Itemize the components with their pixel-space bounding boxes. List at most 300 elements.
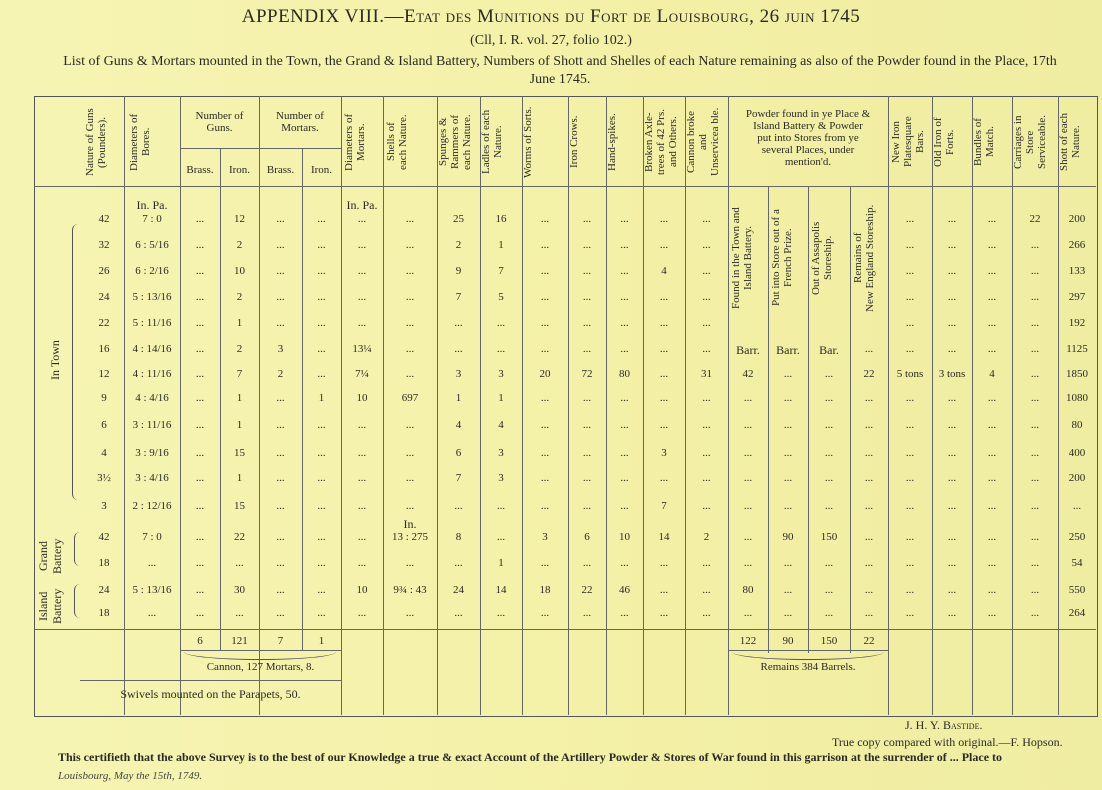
table-cell: ... bbox=[947, 392, 957, 404]
table-cell: ... bbox=[864, 500, 874, 512]
table-cell: 5 : 11/16 bbox=[132, 317, 172, 329]
table-cell: 2 bbox=[455, 239, 462, 251]
table-cell: ... bbox=[276, 472, 285, 484]
table-cell: ... bbox=[659, 557, 669, 569]
column-rule bbox=[480, 96, 481, 715]
table-cell: ... bbox=[1030, 584, 1040, 596]
table-cell: ... bbox=[195, 343, 205, 355]
table-cell: ... bbox=[405, 265, 415, 277]
table-cell: ... bbox=[783, 500, 793, 512]
table-cell: ... bbox=[276, 291, 285, 303]
column-rule bbox=[888, 96, 889, 715]
table-cell: ... bbox=[947, 447, 957, 459]
table-cell: ... bbox=[620, 291, 629, 303]
table-cell: ... bbox=[496, 607, 506, 619]
table-cell: 7 bbox=[661, 500, 667, 512]
table-cell: ... bbox=[743, 419, 753, 431]
header-powder-sub-1: Found in the Town and Island Battery. bbox=[730, 207, 754, 309]
table-cell: ... bbox=[195, 447, 205, 459]
table-cell: ... bbox=[659, 317, 669, 329]
table-cell: ... bbox=[659, 343, 669, 355]
table-cell: ... bbox=[987, 343, 997, 355]
table-cell: 9 bbox=[101, 392, 107, 404]
table-cell: ... bbox=[947, 557, 957, 569]
column-rule bbox=[685, 96, 686, 715]
table-cell: ... bbox=[195, 239, 205, 251]
table-cell: ... bbox=[864, 447, 874, 459]
column-rule bbox=[383, 96, 384, 715]
table-cell: ... bbox=[540, 419, 550, 431]
table-cell: 200 bbox=[1068, 472, 1086, 484]
column-rule bbox=[728, 96, 729, 715]
column-rule bbox=[1012, 96, 1013, 715]
table-cell: 10 bbox=[356, 584, 368, 596]
table-cell: ... bbox=[783, 584, 793, 596]
table-cell: 1080 bbox=[1066, 392, 1088, 404]
total-powder-4: 22 bbox=[863, 635, 875, 647]
table-cell: 697 bbox=[401, 392, 419, 404]
table-cell: ... bbox=[905, 265, 915, 277]
table-cell: ... bbox=[620, 419, 629, 431]
table-cell: 5 bbox=[498, 291, 504, 303]
table-cell: ... bbox=[405, 213, 415, 225]
table-cell: 16 bbox=[98, 343, 110, 355]
column-rule bbox=[180, 96, 181, 715]
table-cell: ... bbox=[702, 472, 711, 484]
table-cell: ... bbox=[702, 419, 711, 431]
table-cell: ... bbox=[702, 213, 711, 225]
header-worms: Worms of Sorts. bbox=[522, 106, 534, 178]
table-cell: ... bbox=[620, 472, 629, 484]
unit-in-pa: In. Pa. bbox=[136, 198, 168, 212]
table-cell: 42 bbox=[742, 368, 754, 380]
table-cell: ... bbox=[905, 447, 915, 459]
table-cell: ... bbox=[987, 392, 997, 404]
table-cell: ... bbox=[317, 317, 326, 329]
header-diameters: Diameters of Bores. bbox=[128, 113, 152, 171]
brace-grand bbox=[74, 532, 81, 566]
table-cell: ... bbox=[540, 557, 550, 569]
header-powder-sub-3: Out of Assapolis Storeship. bbox=[810, 221, 834, 295]
table-cell: 20 bbox=[539, 368, 551, 380]
table-cell: ... bbox=[276, 265, 285, 277]
table-cell: ... bbox=[620, 343, 629, 355]
header-powder: Powder found in ye Place & Island Battery & Powder put into Stores from ye several Places, under mention'd. bbox=[745, 108, 871, 168]
table-cell: ... bbox=[659, 213, 669, 225]
table-cell: ... bbox=[582, 239, 592, 251]
table-cell: ... bbox=[496, 343, 506, 355]
table-cell: ... bbox=[824, 584, 834, 596]
table-cell: ... bbox=[947, 265, 957, 277]
table-cell: ... bbox=[405, 607, 415, 619]
table-cell: ... bbox=[987, 447, 997, 459]
table-cell: ... bbox=[905, 291, 915, 303]
table-cell: 15 bbox=[234, 447, 245, 459]
table-cell: 7 : 0 bbox=[142, 213, 162, 225]
table-cell: ... bbox=[947, 291, 957, 303]
table-cell: 4 : 4/16 bbox=[135, 392, 169, 404]
table-cell: ... bbox=[317, 368, 326, 380]
table-cell: 4 bbox=[661, 265, 667, 277]
table-cell: ... bbox=[824, 607, 834, 619]
column-rule bbox=[522, 96, 523, 715]
table-cell: 2 bbox=[236, 239, 243, 251]
table-cell: 7 bbox=[455, 472, 462, 484]
unit-barr-1: Barr. bbox=[736, 343, 760, 357]
table-cell: ... bbox=[864, 607, 874, 619]
table-cell: ... bbox=[987, 607, 997, 619]
header-nature: Nature of Guns (Pounders). bbox=[84, 108, 108, 176]
table-cell: 3½ bbox=[97, 472, 111, 484]
table-cell: 3 bbox=[277, 343, 284, 355]
table-cell: 297 bbox=[1068, 291, 1086, 303]
table-cell: 4 bbox=[455, 419, 462, 431]
table-cell: ... bbox=[743, 557, 753, 569]
table-cell: ... bbox=[582, 557, 592, 569]
table-cell: ... bbox=[864, 531, 874, 543]
table-cell: ... bbox=[783, 447, 793, 459]
table-cell: ... bbox=[864, 472, 874, 484]
table-cell: 550 bbox=[1068, 584, 1086, 596]
header-old-iron: Old Iron of Forts. bbox=[932, 117, 956, 167]
table-cell: ... bbox=[1030, 368, 1040, 380]
table-cell: ... bbox=[1072, 500, 1082, 512]
table-cell: ... bbox=[195, 265, 205, 277]
table-cell: 42 bbox=[98, 213, 110, 225]
table-cell: 18 bbox=[98, 557, 110, 569]
table-cell: ... bbox=[405, 447, 415, 459]
summary-rule bbox=[80, 680, 341, 681]
table-cell: 22 bbox=[98, 317, 110, 329]
table-cell: ... bbox=[620, 500, 629, 512]
table-cell: 54 bbox=[1071, 557, 1083, 569]
table-cell: ... bbox=[620, 317, 629, 329]
table-cell: 5 : 13/16 bbox=[132, 291, 172, 303]
table-cell: ... bbox=[1030, 447, 1040, 459]
table-description: List of Guns & Mortars mounted in the Town, the Grand & Island Battery, Numbers of Shott and Shelles of each Nature remaining as also of the Powder found in the Place, 17th June 1745. bbox=[63, 54, 1057, 87]
table-cell: ... bbox=[405, 368, 415, 380]
table-cell: ... bbox=[357, 500, 367, 512]
table-cell: ... bbox=[235, 607, 244, 619]
table-cell: ... bbox=[987, 472, 997, 484]
header-cannon-broke: Cannon broke and Unservicea ble. bbox=[685, 107, 721, 177]
table-cell: 90 bbox=[782, 531, 794, 543]
table-cell: ... bbox=[659, 607, 669, 619]
table-cell: 10 bbox=[234, 265, 245, 277]
table-cell: ... bbox=[540, 343, 550, 355]
table-cell: ... bbox=[540, 500, 550, 512]
table-cell: ... bbox=[783, 419, 793, 431]
table-cell: 14 bbox=[658, 531, 670, 543]
table-cell: ... bbox=[582, 291, 592, 303]
total-iron: 121 bbox=[231, 635, 248, 647]
table-cell: ... bbox=[276, 239, 285, 251]
table-cell: ... bbox=[405, 500, 415, 512]
table-cell: 1 bbox=[318, 392, 325, 404]
subheader-rule bbox=[180, 148, 341, 149]
page-title bbox=[0, 6, 1102, 28]
table-cell: ... bbox=[317, 213, 326, 225]
table-cell: ... bbox=[195, 392, 205, 404]
table-cell: 22 bbox=[1029, 213, 1041, 225]
table-cell: ... bbox=[540, 472, 550, 484]
table-cell: 31 bbox=[701, 368, 712, 380]
column-rule bbox=[124, 96, 125, 715]
table-cell: ... bbox=[659, 291, 669, 303]
table-cell: ... bbox=[317, 500, 326, 512]
table-cell: ... bbox=[905, 419, 915, 431]
table-cell: ... bbox=[357, 239, 367, 251]
table-cell: ... bbox=[276, 447, 285, 459]
table-cell: ... bbox=[357, 557, 367, 569]
table-cell: ... bbox=[582, 392, 592, 404]
header-platesquare: New Iron Platesquare Bars. bbox=[890, 116, 926, 168]
table-cell: 14 bbox=[495, 584, 507, 596]
table-cell: ... bbox=[783, 607, 793, 619]
group-in-town: In Town bbox=[48, 340, 62, 380]
table-cell: ... bbox=[702, 291, 711, 303]
table-cell: ... bbox=[783, 368, 793, 380]
table-cell: ... bbox=[195, 607, 205, 619]
table-cell: ... bbox=[905, 317, 915, 329]
header-iron-crows: Iron Crows. bbox=[568, 115, 580, 169]
table-cell: ... bbox=[405, 419, 415, 431]
table-cell: 7 : 0 bbox=[142, 531, 162, 543]
total-mortar-brass: 7 bbox=[277, 635, 284, 647]
title-rest: Etat des Munitions du Fort de Louisbourg, 26 juin 1745 bbox=[404, 6, 861, 27]
table-cell: ... bbox=[702, 343, 711, 355]
table-cell: 1 bbox=[498, 239, 504, 251]
table-cell: 22 bbox=[234, 531, 245, 543]
table-cell: ... bbox=[454, 343, 463, 355]
table-cell: 192 bbox=[1068, 317, 1086, 329]
table-cell: ... bbox=[702, 265, 711, 277]
total-brass: 6 bbox=[197, 635, 203, 647]
table-cell: 3 bbox=[455, 368, 462, 380]
table-cell: ... bbox=[905, 392, 915, 404]
table-cell: 30 bbox=[234, 584, 245, 596]
table-cell: 12 bbox=[98, 368, 110, 380]
table-cell: ... bbox=[582, 213, 592, 225]
table-cell: 10 bbox=[619, 531, 630, 543]
archive-reference: (Cll, I. R. vol. 27, folio 102.) bbox=[470, 33, 632, 48]
table-cell: 42 bbox=[98, 531, 110, 543]
table-cell: ... bbox=[824, 447, 834, 459]
table-cell: ... bbox=[702, 584, 711, 596]
table-cell: 2 bbox=[703, 531, 710, 543]
table-cell: ... bbox=[317, 447, 326, 459]
table-cell: ... bbox=[195, 557, 205, 569]
table-cell: ... bbox=[783, 557, 793, 569]
table-cell: ... bbox=[276, 607, 285, 619]
table-cell: 1 bbox=[236, 419, 243, 431]
certificate-date: Louisbourg, May the 15th, 1749. bbox=[58, 770, 203, 782]
column-rule bbox=[643, 96, 644, 715]
table-cell: 2 bbox=[236, 291, 243, 303]
table-cell: ... bbox=[195, 368, 205, 380]
table-cell: ... bbox=[947, 500, 957, 512]
table-cell: 1 bbox=[236, 472, 243, 484]
table-cell: ... bbox=[702, 239, 711, 251]
header-number-mortars: Number of Mortars. bbox=[276, 110, 324, 134]
table-cell: 3 : 11/16 bbox=[132, 419, 172, 431]
table-cell: ... bbox=[195, 584, 205, 596]
table-cell: ... bbox=[195, 500, 205, 512]
table-cell: ... bbox=[582, 317, 592, 329]
table-cell: ... bbox=[540, 265, 550, 277]
table-cell: ... bbox=[454, 500, 463, 512]
table-cell: 26 bbox=[98, 265, 110, 277]
summary-swivels: Swivels mounted on the Parapets, 50. bbox=[120, 687, 301, 701]
table-cell: ... bbox=[620, 392, 629, 404]
total-mortar-iron: 1 bbox=[318, 635, 325, 647]
table-cell: ... bbox=[824, 392, 834, 404]
table-cell: ... bbox=[987, 531, 997, 543]
table-cell: ... bbox=[540, 317, 550, 329]
table-cell: ... bbox=[824, 557, 834, 569]
table-cell: 32 bbox=[98, 239, 110, 251]
table-cell: ... bbox=[702, 607, 711, 619]
table-cell: ... bbox=[1030, 557, 1040, 569]
table-cell: 9 bbox=[455, 265, 462, 277]
table-cell: 4 bbox=[498, 419, 504, 431]
table-cell: ... bbox=[947, 472, 957, 484]
unit-in-pa-mortars: In. Pa. bbox=[346, 198, 378, 212]
table-cell: ... bbox=[496, 531, 506, 543]
powder-rule bbox=[728, 186, 888, 187]
table-cell: ... bbox=[620, 447, 629, 459]
total-powder-3: 150 bbox=[820, 635, 838, 647]
signature-bastide: J. H. Y. Bastide. bbox=[905, 718, 983, 732]
column-rule bbox=[568, 96, 569, 715]
table-cell: ... bbox=[987, 500, 997, 512]
signature-copy: True copy compared with original.—F. Hopson. bbox=[832, 735, 1063, 749]
table-cell: 72 bbox=[581, 368, 593, 380]
table-cell: ... bbox=[1030, 291, 1040, 303]
header-ladles: Ladles of each Nature. bbox=[480, 109, 504, 175]
group-grand-battery: Grand Battery bbox=[36, 538, 64, 574]
table-cell: 1 bbox=[498, 557, 504, 569]
table-cell: ... bbox=[582, 265, 592, 277]
table-cell: 5 tons bbox=[896, 368, 924, 380]
brace-island bbox=[74, 584, 81, 618]
table-cell: ... bbox=[405, 472, 415, 484]
table-cell: ... bbox=[702, 447, 711, 459]
table-cell: ... bbox=[454, 607, 463, 619]
table-cell: 10 bbox=[356, 392, 368, 404]
table-cell: 24 bbox=[98, 291, 110, 303]
table-cell: 22 bbox=[581, 584, 593, 596]
table-cell: ... bbox=[540, 291, 550, 303]
table-cell: 6 : 5/16 bbox=[135, 239, 169, 251]
table-cell: 18 bbox=[539, 584, 551, 596]
table-cell: ... bbox=[947, 531, 957, 543]
table-cell: ... bbox=[905, 531, 915, 543]
table-cell: 3 bbox=[661, 447, 667, 459]
table-cell: ... bbox=[1030, 607, 1040, 619]
table-cell: 18 bbox=[98, 607, 110, 619]
table-cell: ... bbox=[620, 607, 629, 619]
table-cell: ... bbox=[947, 239, 957, 251]
table-frame bbox=[34, 96, 1098, 717]
table-cell: ... bbox=[864, 557, 874, 569]
table-cell: ... bbox=[947, 213, 957, 225]
header-brass: Brass. bbox=[186, 164, 214, 176]
table-cell: 200 bbox=[1068, 213, 1086, 225]
table-cell: ... bbox=[987, 265, 997, 277]
header-powder-sub-4: Remains of New England Storeship. bbox=[852, 204, 876, 312]
table-cell: 16 bbox=[495, 213, 507, 225]
table-cell: ... bbox=[405, 291, 415, 303]
table-cell: 1125 bbox=[1066, 343, 1088, 355]
table-cell: 9¾ : 43 bbox=[393, 584, 427, 596]
table-cell: ... bbox=[235, 557, 244, 569]
table-cell: ... bbox=[317, 607, 326, 619]
table-cell: ... bbox=[987, 213, 997, 225]
table-cell: ... bbox=[317, 472, 326, 484]
table-cell: ... bbox=[540, 607, 550, 619]
table-cell: ... bbox=[743, 607, 753, 619]
table-cell: 3 bbox=[498, 447, 504, 459]
table-cell: ... bbox=[405, 343, 415, 355]
table-cell: ... bbox=[195, 472, 205, 484]
table-cell: ... bbox=[317, 531, 326, 543]
table-cell: ... bbox=[276, 213, 285, 225]
table-cell: 4 : 11/16 bbox=[132, 368, 172, 380]
table-cell: ... bbox=[195, 291, 205, 303]
column-rule bbox=[437, 96, 438, 715]
total-powder-1: 122 bbox=[739, 635, 757, 647]
table-cell: ... bbox=[405, 239, 415, 251]
table-cell: ... bbox=[1030, 500, 1040, 512]
table-cell: ... bbox=[405, 317, 415, 329]
table-cell: 80 bbox=[742, 584, 754, 596]
table-cell: ... bbox=[317, 291, 326, 303]
table-cell: ... bbox=[620, 213, 629, 225]
table-cell: ... bbox=[905, 343, 915, 355]
table-cell: ... bbox=[1030, 343, 1040, 355]
table-cell: ... bbox=[1030, 239, 1040, 251]
table-cell: ... bbox=[357, 265, 367, 277]
table-cell: 3 bbox=[101, 500, 107, 512]
header-number-guns: Number of Guns. bbox=[195, 110, 244, 134]
table-cell: ... bbox=[582, 419, 592, 431]
table-cell: 7 bbox=[498, 265, 504, 277]
table-cell: ... bbox=[702, 392, 711, 404]
column-rule bbox=[1058, 96, 1059, 715]
table-cell: ... bbox=[905, 500, 915, 512]
table-cell: ... bbox=[147, 607, 157, 619]
table-cell: ... bbox=[947, 584, 957, 596]
table-cell: ... bbox=[276, 317, 285, 329]
table-cell: 150 bbox=[820, 531, 838, 543]
table-cell: ... bbox=[743, 472, 753, 484]
column-rule bbox=[606, 96, 607, 715]
brace-town bbox=[72, 224, 81, 500]
header-powder-sub-2: Put into Store out of a French Prize. bbox=[770, 209, 794, 307]
table-cell: 400 bbox=[1068, 447, 1086, 459]
header-diameters-mortars: Diameters of Mortars. bbox=[343, 113, 367, 171]
header-carriages: Carriages in Store Serviceable. bbox=[1012, 114, 1048, 170]
table-cell: ... bbox=[783, 472, 793, 484]
table-cell: 5 : 13/16 bbox=[132, 584, 172, 596]
certificate-text: This certifieth that the above Survey is to the best of our Knowledge a true & exact Account of the Artillery Powder & Stores of War found in this garrison at the surrender of ... Place to bbox=[58, 750, 1003, 764]
table-cell: ... bbox=[357, 531, 367, 543]
table-cell: ... bbox=[743, 392, 753, 404]
table-cell: 2 bbox=[236, 343, 243, 355]
total-powder-2: 90 bbox=[782, 635, 794, 647]
header-mortar-brass: Brass. bbox=[266, 164, 295, 176]
